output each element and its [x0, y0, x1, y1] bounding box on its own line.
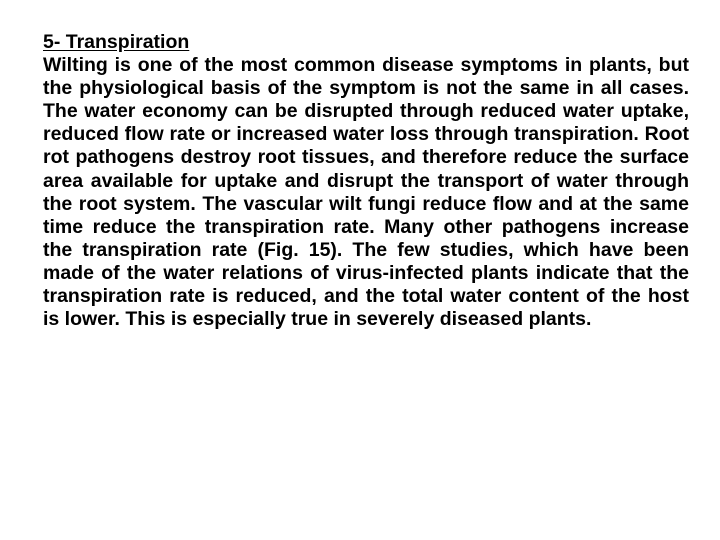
body-paragraph: Wilting is one of the most common disease symptoms in plants, but the physiological basis of the symptom is not the same in all cases. The water economy can be disrupted through reduced water uptake, reduced flow rate or increased water loss through transpiration. Root rot pathogens destroy root tissues, and therefore reduce the surface area available for uptake and disrupt the transport of water through the root system. The vascular wilt fungi reduce flow and at the same time reduce the transpiration rate. Many other pathogens increase the transpiration rate (Fig. 15). The few studies, which have been made of the water relations of virus-infected plants indicate that the transpiration rate is reduced, and the total water content of the host is lower. This is especially true in severely diseased plants. [43, 54, 689, 331]
section-heading: 5- Transpiration [43, 31, 190, 53]
text-block [43, 31, 689, 331]
